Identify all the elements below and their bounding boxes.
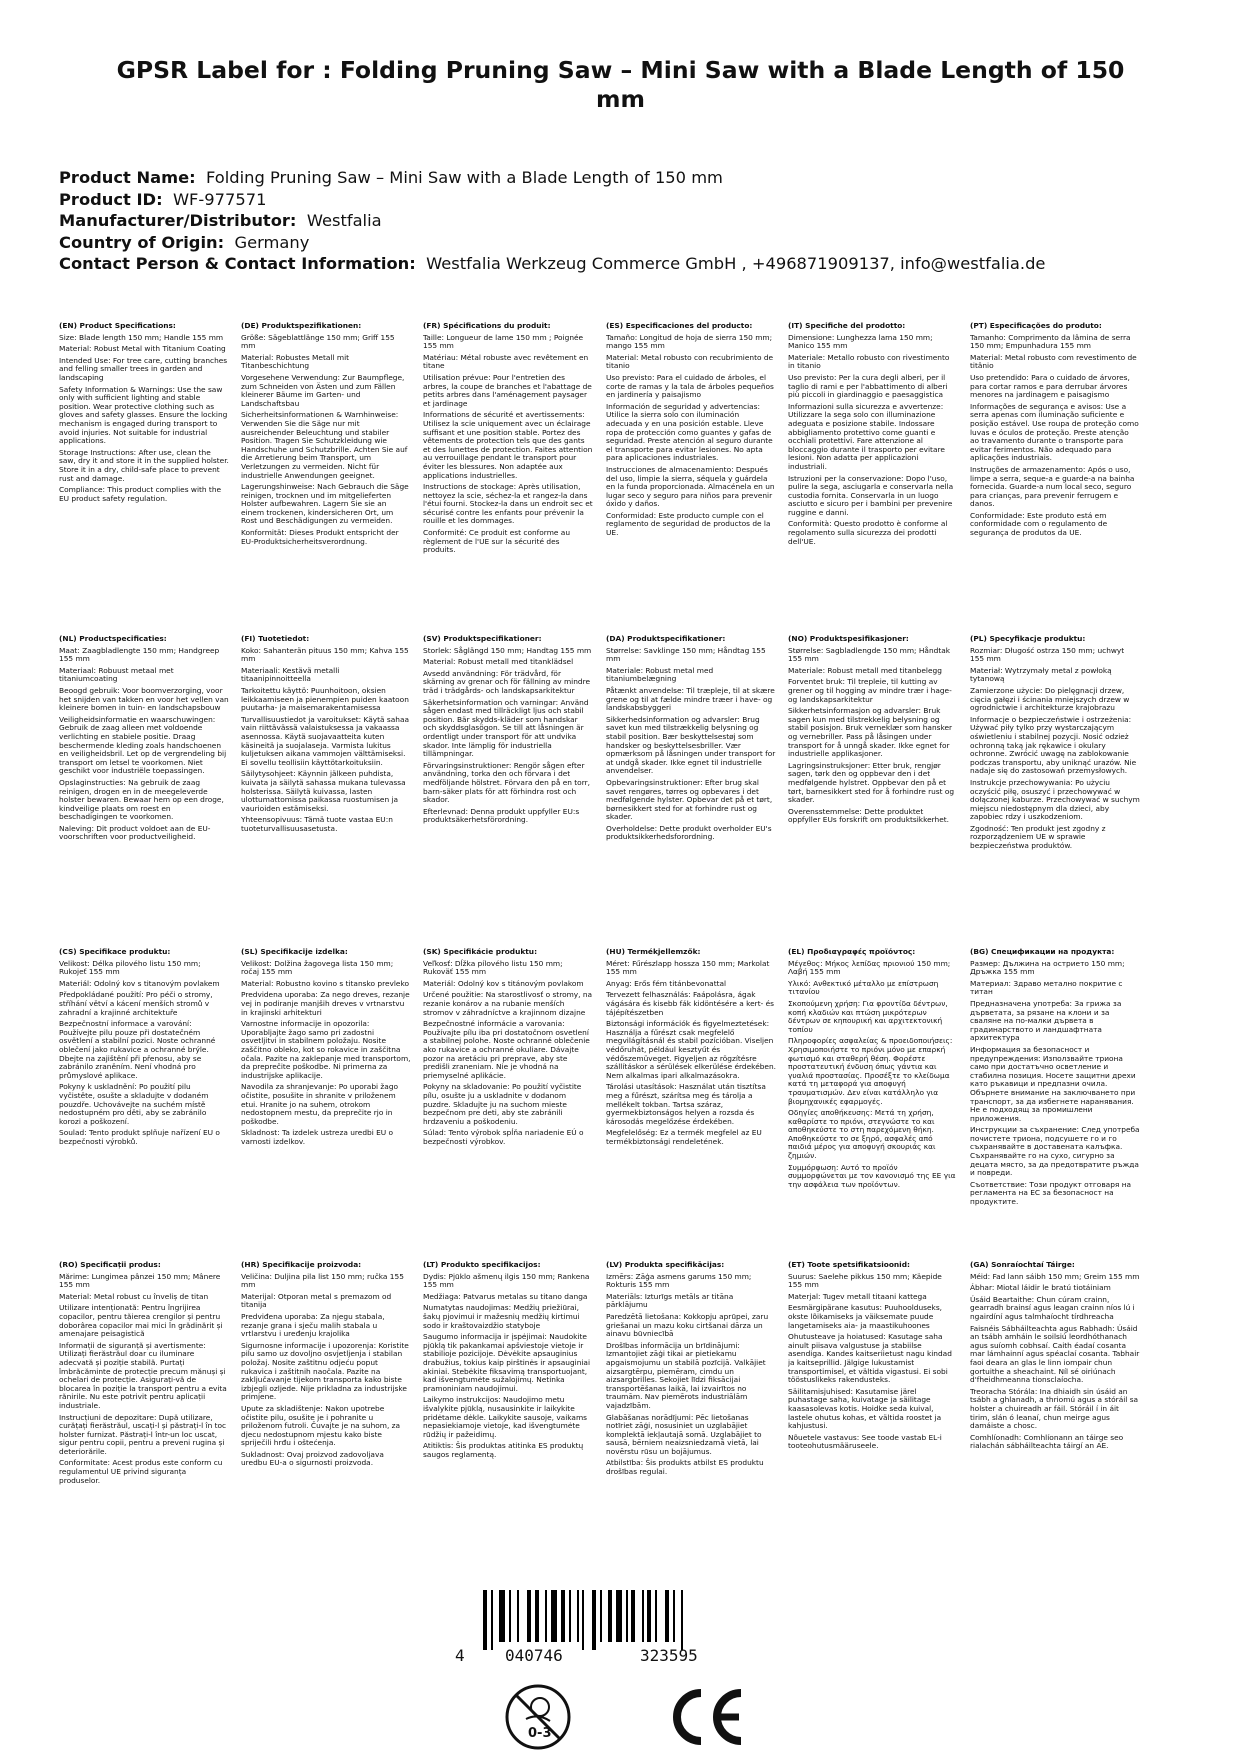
product-id-row <box>59 189 1189 211</box>
section-paragraph: Συμμόρφωση: Αυτό το προϊόν συμμορφώνεται με τον κανονισμό της ΕΕ για την ασφάλεια των προϊόντων. <box>788 1162 956 1189</box>
section-paragraph: Efterlevnad: Denna produkt uppfyller EU:s produktsäkerhetsförordning. <box>423 806 580 825</box>
section-paragraph: Instrucciones de almacenamiento: Después del uso, limpie la sierra, séquela y guárdela en la funda proporcionada. Almacénela en un lugar seco y seguro para niños para prevenir óxido y daños. <box>606 464 775 509</box>
section-heading: (NL) Productspecificaties: <box>59 635 167 643</box>
section-paragraph: Materijal: Otporan metal s premazom od titanija <box>241 1291 392 1310</box>
section-paragraph: Størrelse: Sagbladlengde 150 mm; Håndtak 155 mm <box>788 645 951 664</box>
section-paragraph: Informacje o bezpieczeństwie i ostrzeżenia: Używać piły tylko przy wystarczającym oświetleniu i stabilnej pozycji. Nosić odzież ochronną taką jak rękawice i okulary ochronne. Zwrócić uwagę na zablokowanie podczas transportu, aby uniknąć urazów. Nie nadaje się do zastosowań przemysłowych. <box>970 714 1137 776</box>
section-paragraph: Velikost: Délka pilového listu 150 mm; Rukojeť 155 mm <box>59 958 201 977</box>
section-paragraph: Glabāšanas norādījumi: Pēc lietošanas notīriet zāģi, nosusiniet un uzglabājiet komplektā iekļautajā somā. Uzglabājiet to sausā, bērniem neaizsniedzamā vietā, lai novērstu rūsu un bojājumus. <box>606 1412 762 1456</box>
section-paragraph: Material: Robustes Metall mit Titanbeschichtung <box>241 352 350 371</box>
section-paragraph: Atbilstība: Šis produkts atbilst ES produktu drošības regulai. <box>606 1458 764 1477</box>
section-paragraph: Instrucțiuni de depozitare: După utilizare, curățați fierăstrăul, uscați-l și păstrați-l în toc holster furnizat. Păstrați-l într-un loc uscat, sigur pentru copii, pentru a preveni rugina și deteriorările. <box>59 1412 227 1456</box>
language-section <box>241 1261 411 1471</box>
section-paragraph: Predvidena uporaba: Za nego dreves, rezanje vej in podiranje manjših dreves v vrtnarstvu in krajinski arhitekturi <box>241 990 410 1017</box>
language-section <box>241 635 411 836</box>
section-paragraph: Lagringsinstruksjoner: Etter bruk, rengjør sagen, tørk den og oppbevar den i det medfølgende hylstret. Oppbevar den på et tørt, barnesikkert sted for å forhindre rust og skader. <box>788 760 955 805</box>
section-heading: (EN) Product Specifications: <box>59 322 176 330</box>
section-paragraph: Biztonsági információk és figyelmeztetések: Használja a fűrészt csak megfelelő megvilágításnál és stabil pozícióban. Viseljen védőruhát, például kesztyűt és védőszemüveget. Figyeljen az rögzítésre szállításkor a sérülések elkerülése érdekében. Nem alkalmas ipari alkalmazásokra. <box>606 1019 776 1080</box>
section-paragraph: Tamanho: Comprimento da lâmina de serra 150 mm; Empunhadura 155 mm <box>970 332 1131 351</box>
section-paragraph: Konformität: Dieses Produkt entspricht der EU-Produktsicherheitsverordnung. <box>241 528 399 546</box>
language-section <box>970 1261 1140 1454</box>
section-paragraph: Tamaño: Longitud de hoja de sierra 150 mm; mango 155 mm <box>606 332 773 351</box>
section-heading: (IT) Specifiche del prodotto: <box>788 322 906 330</box>
section-paragraph: Utilizare intenționată: Pentru îngrijirea copacilor, pentru tăierea crengilor și pentru doborârea copacilor mai mici în grădinărit și amenajare peisagistică <box>59 1303 223 1339</box>
product-name: Folding Pruning Saw – Mini Saw with a Blade Length of 150 mm <box>206 168 723 187</box>
section-paragraph: Materiál: Odolný kov s titanovým povlakem <box>59 978 220 988</box>
section-heading: (RO) Specificații produs: <box>59 1261 161 1269</box>
section-paragraph: Méid: Fad lann sáibh 150 mm; Greim 155 mm <box>970 1271 1140 1281</box>
section-paragraph: Conformité: Ce produit est conforme au règlement de l'UE sur la sécurité des produits. <box>423 528 571 555</box>
section-heading: (PT) Especificações do produto: <box>970 322 1102 330</box>
ce-mark-icon <box>667 1685 747 1749</box>
section-paragraph: Uso previsto: Para el cuidado de árboles, el corte de ramas y la tala de árboles pequeños en jardinería y paisajismo <box>606 372 774 400</box>
section-paragraph: Conformitate: Acest produs este conform cu regulamentul UE privind siguranța produselor. <box>59 1458 223 1485</box>
section-paragraph: Soulad: Tento produkt splňuje nařízení EU o bezpečnosti výrobků. <box>59 1128 220 1146</box>
language-section <box>788 635 958 828</box>
section-paragraph: Съответствие: Този продукт отговаря на регламента на ЕС за безопасност на продуктите. <box>970 1179 1132 1207</box>
section-paragraph: Drošības informācija un brīdinājumi: Izmantojiet zāģi tikai ar pietiekamu apgaismojumu un stabilā pozīcijā. Valkājiet aizsargtērpu, piemēram, cimdu un aizsargbrilles. Sekojiet līdzi fiksācijai transportēšanas laikā, lai izvairītos no traumām. Nav piemērots industriālām vajadzībām. <box>606 1340 766 1410</box>
section-paragraph: Förvaringsinstruktioner: Rengör sågen efter användning, torka den och förvara i det medföljande hölstret. Förvara den på en torr, barn-säker plats för att förhindra rost och skador. <box>423 760 590 805</box>
section-paragraph: Předpokládané použití: Pro péči o stromy, stříhání větví a kácení menších stromů v zahradní a krajinné architektuře <box>59 990 213 1017</box>
section-paragraph: Größe: Sägeblattlänge 150 mm; Griff 155 mm <box>241 332 395 351</box>
section-paragraph: Informações de segurança e avisos: Use a serra apenas com iluminação suficiente e posição estável. Use roupa de proteção como luvas e óculos de proteção. Preste atenção ao travamento durante o transporte para evitar ferimentos. Não adequado para aplicações industriais. <box>970 401 1139 463</box>
section-paragraph: Súlad: Tento výrobok spĺňa nariadenie EÚ o bezpečnosti výrobkov. <box>423 1128 584 1146</box>
section-paragraph: Sukladnost: Ovaj proizvod zadovoljava uredbu EU-a o sigurnosti proizvoda. <box>241 1449 384 1468</box>
language-section <box>59 322 229 506</box>
section-paragraph: Sikkerhedsinformation og advarsler: Brug savet kun med tilstrækkelig belysning og stabil position. Bær beskyttelsestøj som handsker og beskyttelsesbriller. Vær opmærksom på låsningen under transport for at undgå skader. Ikke egnet til industrielle anvendelser. <box>606 714 776 776</box>
section-paragraph: Материал: Здраво метално покритие с титан <box>970 978 1123 997</box>
product-id-label: Product ID: <box>59 189 163 209</box>
barcode-bar <box>616 1590 622 1642</box>
section-heading: (ET) Toote spetsifikatsioonid: <box>788 1261 910 1269</box>
section-paragraph: Maat: Zaagbladlengte 150 mm; Handgreep 155 mm <box>59 645 220 664</box>
section-paragraph: Material: Metal robust cu înveliș de titan <box>59 1291 209 1301</box>
language-section <box>423 635 593 828</box>
product-id: WF-977571 <box>172 189 267 209</box>
ean-barcode <box>455 1590 755 1670</box>
section-paragraph: Σκοπούμενη χρήση: Για φροντίδα δέντρων, κοπή κλαδιών και πτώση μικρότερων δέντρων σε κηπουρική και αρχιτεκτονική τοπίου <box>788 998 948 1034</box>
barcode-bar <box>665 1590 669 1642</box>
barcode-bar <box>647 1590 651 1642</box>
section-paragraph: Tervezett felhasználás: Faápolásra, ágak vágására és kisebb fák kidöntésére a kert- és tájépítészetben <box>606 990 775 1017</box>
section-paragraph: Turvallisuustiedot ja varoitukset: Käytä sahaa vain riittävässä valaistuksessa ja vakaassa asennossa. Käytä suojavaatteita kuten käsineitä ja suojalaseja. Varmista lukitus kuljetuksen aikana vammojen välttämiseksi. Ei sovellu teollisiin käyttötarkoituksiin. <box>241 714 410 767</box>
section-paragraph: Eesmärgipärane kasutus: Puuhoolduseks, okste lõikamiseks ja väiksemate puude langetamiseks aia- ja maastikuhoones <box>788 1303 943 1330</box>
language-section <box>788 948 958 1192</box>
section-paragraph: Méret: Fűrészlapp hossza 150 mm; Markolat 155 mm <box>606 958 770 977</box>
section-paragraph: Pokyny na skladovanie: Po použití vyčistite pílu, osušte ju a uskladnite v dodanom puzdre. Skladujte ju na suchom mieste bezpečnom pre deti, aby ste zabránili hrdzaveniu a poškodeniu. <box>423 1082 582 1126</box>
section-paragraph: Tarkoitettu käyttö: Puunhoitoon, oksien leikkaamiseen ja pienempien puiden kaatoon puutarha- ja maisemarakentamisessa <box>241 685 409 713</box>
section-paragraph: Predviđena uporaba: Za njegu stabala, rezanje grana i sječu malih stabala u vrtlarstvu i uređenju krajolika <box>241 1311 385 1339</box>
section-paragraph: Overholdelse: Dette produkt overholder EU's produktsikkerhedsforordning. <box>606 823 772 842</box>
product-name-label: Product Name: <box>59 168 196 187</box>
section-paragraph: Vorgesehene Verwendung: Zur Baumpflege, zum Schneiden von Ästen und zum Fällen kleinerer Bäume im Garten- und Landschaftsbau <box>241 372 405 408</box>
section-paragraph: Zgodność: Ten produkt jest zgodny z rozporządzeniem UE w sprawie bezpieczeństwa produktów. <box>970 823 1106 851</box>
section-heading: (CS) Specifikace produktu: <box>59 948 171 956</box>
section-paragraph: Conformidade: Este produto está em conformidade com o regulamento de segurança de produtos da UE. <box>970 510 1108 538</box>
section-paragraph: Velikost: Dolžina žagovega lista 150 mm; ročaj 155 mm <box>241 958 394 977</box>
section-paragraph: Dimensione: Lunghezza lama 150 mm; Manico 155 mm <box>788 332 933 351</box>
section-paragraph: Yhteensopivuus: Tämä tuote vastaa EU:n tuoteturvallisuusasetusta. <box>241 815 393 833</box>
barcode-bar <box>631 1590 635 1642</box>
barcode-bar <box>642 1590 644 1642</box>
section-paragraph: Materiale: Metallo robusto con rivestimento in titanio <box>788 352 950 371</box>
section-paragraph: Opslaginstructies: Na gebruik de zaag reinigen, drogen en in de meegeleverde holster bewaren. Bewaar hem op een droge, kindveilige plaats om roest en beschadigingen te voorkomen. <box>59 777 224 822</box>
origin: Germany <box>234 232 310 252</box>
section-paragraph: Material: Robust metall med titanklädsel <box>423 657 574 667</box>
section-paragraph: Sicherheitsinformationen & Warnhinweise: Verwenden Sie die Säge nur mit ausreichender Beleuchtung und stabiler Position. Tragen Sie Schutzkleidung wie Handschuhe und Schutzbrille. Achten Sie auf die Arretierung beim Transport, um Verletzungen zu vermeiden. Nicht für industrielle Anwendungen geeignet. <box>241 410 408 480</box>
section-heading: (BG) Спецификации на продукта: <box>970 948 1115 956</box>
section-paragraph: Pokyny k uskladnění: Po použití pilu vyčistěte, osušte a skladujte v dodaném pouzdře. Uchovávejte na suchém místě nedostupném pro děti, aby se zabránilo korozi a poškození. <box>59 1082 209 1126</box>
age-range-text: 0-3 <box>528 1726 552 1741</box>
section-paragraph: Naleving: Dit product voldoet aan de EU-voorschriften voor productveiligheid. <box>59 823 211 842</box>
language-section <box>423 948 593 1149</box>
section-paragraph: Materiale: Robust metal med titaniumbelægning <box>606 665 714 684</box>
section-paragraph: Säkerhetsinformation och varningar: Använd sågen endast med tillräckligt ljus och stabil position. Bär skydds-kläder som handskar och skyddsglasögon. Se till att låsningen är ordentligt under transport för att undvika skador. Inte lämplig för industriella tillämpningar. <box>423 697 589 759</box>
section-paragraph: Beoogd gebruik: Voor boomverzorging, voor het snijden van takken en voor het vellen van kleinere bomen in tuin- en landschapsbouw <box>59 685 229 713</box>
section-paragraph: Paredzētā lietošana: Kokkopju aprūpei, zaru griešanai un mazu koku cirtšanai dārza un ainavu būvniecībā <box>606 1311 769 1339</box>
section-paragraph: Uso pretendido: Para o cuidado de árvores, para cortar ramos e para derrubar árvores menores na jardinagem e paisagismo <box>970 372 1130 400</box>
language-section <box>423 1261 593 1462</box>
section-paragraph: Størrelse: Savklinge 150 mm; Håndtag 155 mm <box>606 645 766 664</box>
section-paragraph: Πληροφορίες ασφαλείας & προειδοποιήσεις: Χρησιμοποιήστε το πριόνι μόνο με επαρκή φωτισμό και σταθερή θέση. Φορέστε προστατευτική ένδυση όπως γάντια και γυαλιά προστασίας. Προσέξτε το κλείδωμα κατά τη μεταφορά για αποφυγή τραυματισμών. Δεν είναι κατάλληλο για βιομηχανικές εφαρμογές. <box>788 1036 953 1106</box>
barcode-bar <box>491 1590 493 1650</box>
section-paragraph: Upute za skladištenje: Nakon upotrebe očistite pilu, osušite je i pohranite u priloženom futroli. Čuvajte je na suhom, za djecu nedostupnom mjestu kako biste spriječili hrđu i oštećenja. <box>241 1403 401 1448</box>
barcode-left-digits: 040746 <box>505 1646 563 1665</box>
section-paragraph: Информация за безопасност и предупреждения: Използвайте трионa само при достатъчно осветление и стабилна позиция. Носете защитни дрехи като ръкавици и предпазни очила. Обърнете внимание на заключването при транспорт, за да избегнете наранявания. Не е подходящ за промишлени приложения. <box>970 1044 1136 1123</box>
section-paragraph: Medžiaga: Patvarus metalas su titano danga <box>423 1291 588 1301</box>
section-paragraph: Размер: Дължина на острието 150 mm; Дръжка 155 mm <box>970 958 1125 977</box>
section-heading: (LT) Produkto specifikacijos: <box>423 1261 541 1269</box>
not-for-children-0-3-icon <box>504 1683 572 1751</box>
section-paragraph: Material: Metal robusto con recubrimiento de titanio <box>606 352 774 371</box>
language-section <box>241 948 411 1149</box>
section-paragraph: Conformidad: Este producto cumple con el reglamento de seguridad de productos de la UE. <box>606 510 771 538</box>
language-section <box>59 635 229 845</box>
section-paragraph: Saugumo informacija ir įspėjimai: Naudokite pjūklą tik pakankamai apšviestoje vietoje ir stabilioje pozicijoje. Dėvėkite apsauginius drabužius, tokius kaip pirštinės ir apsauginiai akiniai. Stebėkite fiksavimą transportuojant, kad išvengtumėte sužalojimų. Netinka pramoniniam naudojimui. <box>423 1332 591 1393</box>
barcode-right-digits: 323595 <box>640 1646 698 1665</box>
manufacturer: Westfalia <box>306 211 382 230</box>
barcode-bar <box>483 1590 487 1650</box>
language-section <box>59 948 229 1149</box>
barcode-bar <box>681 1590 683 1650</box>
barcode-bars <box>483 1590 748 1642</box>
section-heading: (FR) Spécifications du produit: <box>423 322 551 330</box>
section-paragraph: Предназначена употреба: За грижа за дърветата, за рязане на клони и за сваляне на по-малки дървета в градинарството и ландшафтната архитектура <box>970 998 1122 1043</box>
barcode-bar <box>655 1590 657 1642</box>
product-info <box>59 167 1189 275</box>
section-paragraph: Инструкции за съхранение: След употреба почистете триона, подсушете го и го съхранявайте в доставената калъфка. Съхранявайте го на сухо, сигурно за децата място, за да предотвратите ръжда и повреди. <box>970 1125 1140 1178</box>
barcode-bar <box>535 1590 539 1642</box>
section-paragraph: Υλικό: Ανθεκτικό μέταλλο με επίστρωση τιτανίου <box>788 978 939 997</box>
section-paragraph: Compliance: This product complies with the EU product safety regulation. <box>59 485 222 503</box>
section-paragraph: Instrukcje przechowywania: Po użyciu oczyścić piłę, osuszyć i przechowywać w dołączonej kaburze. Przechowywać w suchym miejscu niedostępnym dla dzieci, aby zapobiec rdzy i uszkodzeniom. <box>970 777 1140 822</box>
section-paragraph: Istruzioni per la conservazione: Dopo l'uso, pulire la sega, asciugarla e conservarla nella custodia fornita. Conservarla in un luogo asciutto e sicuro per i bambini per prevenire ruggine e danni. <box>788 473 954 517</box>
language-section <box>606 322 776 541</box>
section-heading: (DA) Produktspecifikationer: <box>606 635 726 643</box>
section-heading: (FI) Tuotetiedot: <box>241 635 310 643</box>
section-paragraph: Skladnost: Ta izdelek ustreza uredbi EU o varnosti izdelkov. <box>241 1128 394 1146</box>
section-paragraph: Materiaali: Kestävä metalli titaanipinnoitteella <box>241 665 340 684</box>
section-paragraph: Megfelelőség: Ez a termék megfelel az EU termékbiztonsági rendeletének. <box>606 1128 762 1146</box>
barcode-bar <box>545 1590 547 1642</box>
section-paragraph: Informații de siguranță și avertismente: Utilizați fierăstrăul doar cu iluminare adecvată și poziție stabilă. Purtați îmbrăcăminte de protecție precum mănuși și ochelari de protecție. Asigurați-vă de blocarea în poziție la transport pentru a evita rănirile. Nu este potrivit pentru aplicații industriale. <box>59 1340 227 1410</box>
section-paragraph: Säilitamisjuhised: Kasutamise järel puhastage saha, kuivatage ja säilitage kaasasolevas kotis. Hoidke seda kuival, lastele ohutus kohas, et vältida roostet ja kahjustusi. <box>788 1386 942 1431</box>
section-paragraph: Materiál: Odolný kov s titánovým povlakom <box>423 978 584 988</box>
section-heading: (HR) Specifikacije proizvoda: <box>241 1261 362 1269</box>
barcode-bar <box>600 1590 602 1642</box>
manufacturer-label: Manufacturer/Distributor: <box>59 211 297 230</box>
barcode-bar <box>577 1590 579 1642</box>
section-paragraph: Laikymo instrukcijos: Naudojimo metu išvalykite pjūklą, nusausinkite ir laikykite pridėtame dėkle. Laikykite sausoje, vaikams nepasiekiamoje vietoje, kad išvengtumėte rūdžių ir pažeidimų. <box>423 1395 587 1439</box>
section-paragraph: Materiaal: Robuust metaal met titaniumcoating <box>59 665 174 684</box>
section-paragraph: Comhlíonadh: Comhlíonann an táirge seo rialachán sábháilteachta táirgí an AE. <box>970 1432 1124 1451</box>
section-heading: (NO) Produktspesifikasjoner: <box>788 635 909 643</box>
section-paragraph: Zamierzone użycie: Do pielęgnacji drzew, cięcia gałęzi i ścinania mniejszych drzew w ogrodnictwie i architekturze krajobrazu <box>970 685 1130 713</box>
page-title: GPSR Label for : Folding Pruning Saw – Mini Saw with a Blade Length of 150 mm <box>116 56 1125 113</box>
section-paragraph: Veľkosť: Dĺžka pílového listu 150 mm; Rukoväť 155 mm <box>423 958 563 977</box>
section-heading: (SL) Specifikacije izdelka: <box>241 948 348 956</box>
section-paragraph: Forventet bruk: Til trepleie, til kutting av grener og til hogging av mindre trær i hage- og landskapsarkitektur <box>788 677 952 704</box>
section-paragraph: Izmērs: Zāģa asmens garums 150 mm; Rokturis 155 mm <box>606 1271 752 1290</box>
section-paragraph: Uso previsto: Per la cura degli alberi, per il taglio di rami e per l'abbattimento di alberi più piccoli in giardinaggio e paesaggistica <box>788 372 948 400</box>
section-paragraph: Materiał: Wytrzymały metal z powłoką tytanową <box>970 665 1112 684</box>
section-paragraph: Påtænkt anvendelse: Til træpleje, til at skære grene og til at fælde mindre træer i have- og landskabsbyggeri <box>606 685 775 713</box>
barcode-bar <box>527 1590 531 1642</box>
section-heading: (ES) Especificaciones del producto: <box>606 322 753 330</box>
section-paragraph: Οδηγίες αποθήκευσης: Μετά τη χρήση, καθαρίστε το πριόνι, στεγνώστε το και αποθηκεύστε το στη παρεχόμενη θήκη. Αποθηκεύστε το σε ξηρό, ασφαλές από παιδιά μέρος για αποφυγή σκουριάς και ζημιών. <box>788 1108 936 1161</box>
barcode-bar <box>551 1590 557 1642</box>
section-paragraph: Materjal: Tugev metall titaani kattega <box>788 1291 927 1301</box>
barcode-bar <box>499 1590 505 1642</box>
section-paragraph: Instructions de stockage: Après utilisation, nettoyez la scie, séchez-la et rangez-la dans l'étui fourni. Stockez-la dans un endroit sec et sécurisé contre les enfants pour prévenir la rouille et les dommages. <box>423 482 593 526</box>
section-paragraph: Storage Instructions: After use, clean the saw, dry it and store it in the supplied holster. Store it in a dry, child-safe place to prevent rust and damage. <box>59 447 229 483</box>
section-paragraph: Navodila za shranjevanje: Po uporabi žago očistite, posušite in shranite v priloženem etui. Hranite jo na suhem, otrokom nedostopnem mestu, da preprečite rjo in poškodbe. <box>241 1082 399 1126</box>
section-heading: (GA) Sonraíochtaí Táirge: <box>970 1261 1075 1269</box>
section-heading: (SV) Produktspecifikationer: <box>423 635 542 643</box>
language-section <box>970 948 1140 1210</box>
barcode-bar <box>608 1590 612 1642</box>
section-heading: (HU) Termékjellemzők: <box>606 948 701 956</box>
section-paragraph: Μέγεθος: Μήκος λεπίδας πριονιού 150 mm; Λαβή 155 mm <box>788 958 951 977</box>
section-paragraph: Sigurnosne informacije i upozorenja: Koristite pilu samo uz dovoljno osvjetljenja i stabilan položaj. Nosite zaštitnu odjeću poput rukavica i zaštitnih naočala. Pazite na zaključavanje tijekom transporta kako biste izbjegli ozljede. Nije prikladna za industrijske primjene. <box>241 1340 409 1402</box>
section-paragraph: Informations de sécurité et avertissements: Utilisez la scie uniquement avec un éclairage suffisant et une position stable. Portez des vêtements de protection tels que des gants et des lunettes de protection. Faites attention au verrouillage pendant le transport pour éviter les blessures. Non adaptée aux applications industrielles. <box>423 410 593 480</box>
section-paragraph: Úsáid Beartaithe: Chun cúram crainn, gearradh brainsí agus leagan crainn níos lú i ngairdíní agus talmhaíocht tírdhreacha <box>970 1294 1135 1321</box>
section-paragraph: Storlek: Såglängd 150 mm; Handtag 155 mm <box>423 645 592 655</box>
language-section <box>241 322 411 549</box>
section-paragraph: Safety Information & Warnings: Use the saw only with sufficient lighting and stable position. Wear protective clothing such as gloves and safety glasses. Ensure the locking mechanism is engaged during transport to avoid injuries. Not suitable for industrial applications. <box>59 384 228 446</box>
section-heading: (SK) Špecifikácie produktu: <box>423 948 538 956</box>
language-section <box>606 635 776 845</box>
section-paragraph: Faisnéis Sábháilteachta agus Rabhadh: Úsáid an tsábh amháin le soilsiú leordhóthanach agus suíomh cobhsaí. Caith éadaí cosanta mar lámhainní agus spéaclaí cosanta. Tabhair faoi deara an glas le linn iompair chun gortuithe a sheachaint. Níl sé oiriúnach d'fheidhmeanna tionsclaíocha. <box>970 1323 1140 1385</box>
section-paragraph: Veiligheidsinformatie en waarschuwingen: Gebruik de zaag alleen met voldoende verlichting en stabiele positie. Draag beschermende kleding zoals handschoenen en veiligheidsbril. Let op de vergrendeling bij transport om letsel te voorkomen. Niet geschikt voor industriële toepassingen. <box>59 714 227 776</box>
section-paragraph: Säilytysohjeet: Käynnin jälkeen puhdista, kuivata ja säilytä sahassa mukana tulevassa holsterissa. Säilytä kuivassa, lasten ulottumattomissa paikassa ruostumisen ja vaurioiden estämiseksi. <box>241 769 406 813</box>
contact-row <box>59 253 1189 275</box>
section-paragraph: Conformità: Questo prodotto è conforme al regolamento sulla sicurezza dei prodotti dell'UE. <box>788 519 948 546</box>
origin-label: Country of Origin: <box>59 232 225 252</box>
section-paragraph: Matériau: Métal robuste avec revêtement en titane <box>423 352 589 371</box>
section-paragraph: Nõuetele vastavus: See toode vastab EL-i tooteohutusmääruseele. <box>788 1432 942 1451</box>
section-paragraph: Instruções de armazenamento: Após o uso, limpe a serra, seque-a e guarde-a na bainha fornecida. Guarde-a num local seco, seguro para crianças, para prevenir ferrugem e danos. <box>970 464 1135 509</box>
section-paragraph: Atitiktis: Šis produktas atitinka ES produktų saugos reglamentą. <box>423 1441 584 1459</box>
section-paragraph: Lagerungshinweise: Nach Gebrauch die Säge reinigen, trocknen und im mitgelieferten Holster aufbewahren. Lagern Sie sie an einem trockenen, kindersicheren Ort, um Rost und Beschädigungen zu vermeiden. <box>241 482 409 526</box>
section-paragraph: Bezpečnostné informácie a varovania: Používajte pílu iba pri dostatočnom osvetlení a stabilnej polohe. Noste ochranné oblečenie ako rukavice a ochranné okuliare. Dávajte pozor na aretáciu pri preprave, aby ste predišli zraneniam. Nie je vhodná na priemyselné aplikácie. <box>423 1019 590 1080</box>
section-paragraph: Bezpečnostní informace a varování: Používejte pilu pouze při dostatečném osvětlení a stabilní pozici. Noste ochranné oblečení jako rukavice a ochranné brýle. Dbejte na zajištění při přenosu, aby se zabránilo zraněním. Není vhodná pro průmyslové aplikace. <box>59 1019 216 1080</box>
product-name-row <box>59 167 1189 189</box>
section-paragraph: Materiale: Robust metall med titanbelegg <box>788 665 942 675</box>
barcode-bar <box>673 1590 675 1642</box>
section-heading: (EL) Προδιαγραφές προϊόντος: <box>788 948 916 956</box>
language-section <box>606 1261 776 1480</box>
section-paragraph: Material: Robustno kovino s titansko prevleko <box>241 978 410 988</box>
section-paragraph: Veličina: Duljina pila list 150 mm; ručka 155 mm <box>241 1271 404 1290</box>
barcode-bar <box>561 1590 565 1642</box>
section-paragraph: Size: Blade length 150 mm; Handle 155 mm <box>59 332 224 342</box>
section-paragraph: Mărime: Lungimea pânzei 150 mm; Mânere 155 mm <box>59 1271 221 1290</box>
section-paragraph: Overensstemmelse: Dette produktet oppfyller EUs forskrift om produktsikkerhet. <box>788 806 950 825</box>
section-paragraph: Koko: Sahanterän pituus 150 mm; Kahva 155 mm <box>241 645 409 664</box>
barcode-bar <box>582 1590 584 1650</box>
language-section <box>606 948 776 1149</box>
section-paragraph: Dydis: Pjūklo ašmenų ilgis 150 mm; Rankena 155 mm <box>423 1271 590 1290</box>
origin-row <box>59 232 1189 254</box>
section-paragraph: Informazioni sulla sicurezza e avvertenze: Utilizzare la sega solo con illuminazione adeguata e posizione stabile. Indossare abbigliamento protettivo come guanti e occhiali protettivi. Fare attenzione al bloccaggio durante il trasporto per evitare lesioni. Non adatta per applicazioni industriali. <box>788 401 945 471</box>
barcode-bar <box>509 1590 511 1642</box>
language-section <box>788 322 958 549</box>
section-paragraph: Anyag: Erős fém titánbevonattal <box>606 978 727 988</box>
section-paragraph: Tárolási utasítások: Használat után tisztítsa meg a fűrészt, szárítsa meg és tárolja a mellékelt tokban. Tartsa száraz, gyermekbiztonságos helyen a rozsda és károsodás megelőzése érdekében. <box>606 1082 766 1126</box>
section-paragraph: Numatytas naudojimas: Medžių priežiūrai, šakų pjovimui ir mažesnių medžių kirtimui sodo ir kraštovaizdžio statyboje <box>423 1303 580 1330</box>
section-paragraph: Rozmiar: Długość ostrza 150 mm; uchwyt 155 mm <box>970 645 1125 664</box>
section-paragraph: Taille: Longueur de lame 150 mm ; Poignée 155 mm <box>423 332 584 351</box>
section-paragraph: Utilisation prévue: Pour l'entretien des arbres, la coupe de branches et l'abattage de petits arbres dans l'aménagement paysager et jardinage <box>423 372 592 408</box>
language-section <box>970 322 1140 541</box>
section-paragraph: Materiāls: Izturīgs metāls ar titāna pārklājumu <box>606 1291 734 1310</box>
language-section <box>59 1261 229 1488</box>
section-paragraph: Intended Use: For tree care, cutting branches and felling smaller trees in garden and landscaping <box>59 355 228 382</box>
section-paragraph: Určené použitie: Na starostlivosť o stromy, na rezanie konárov a na rubanie menších stromov v záhradníctve a krajinnom dizajne <box>423 990 593 1017</box>
section-paragraph: Treoracha Stórála: Ina dhiaidh sin úsáid an tsábh a ghlanadh, a thriomú agus a stóráil sa holster a chuireadh ar fáil. Stóráil í in áit tirim, slán ó leanaí, chun meirge agus damáiste a chosc. <box>970 1386 1139 1431</box>
barcode-bar <box>592 1590 596 1650</box>
section-paragraph: Ábhar: Miotal láidir le bratú tiotáiniam <box>970 1283 1111 1293</box>
section-paragraph: Varnostne informacije in opozorila: Uporabljajte žago samo pri zadostni osvetljitvi in stabilnem položaju. Nosite zaščitno obleko, kot so rokavice in zaščitna očala. Pazite na zaklepanje med transportom, da preprečite poškodbe. Ni primerna za industrijske aplikacije. <box>241 1019 411 1080</box>
section-heading: (LV) Produkta specifikācijas: <box>606 1261 725 1269</box>
barcode-bar <box>517 1590 519 1642</box>
section-paragraph: Opbevaringsinstruktioner: Efter brug skal savet rengøres, tørres og opbevares i det medfølgende hylster. Opbevar det på et tørt, børnesikkert sted for at forhindre rust og skader. <box>606 777 773 822</box>
section-heading: (PL) Specyfikacje produktu: <box>970 635 1086 643</box>
section-paragraph: Ohutusteave ja hoiatused: Kasutage saha ainult piisava valgustuse ja stabiilse asendiga. Kandes kaitseriietust nagu kindad ja kaitseprillid. Jälgige lukustamist transportimisel, et vältida vigastusi. Ei sobi tööstuslikeks rakendusteks. <box>788 1332 952 1385</box>
contact-label: Contact Person & Contact Information: <box>59 254 416 273</box>
section-paragraph: Avsedd användning: För trädvård, för skärning av grenar och för fällning av mindre träd i trädgårds- och landskapsarkitektur <box>423 668 590 695</box>
section-paragraph: Suurus: Saelehe pikkus 150 mm; Käepide 155 mm <box>788 1271 942 1290</box>
section-paragraph: Información de seguridad y advertencias: Utilice la sierra solo con iluminación adecuada y en una posición estable. Lleve ropa de protección como guantes y gafas de seguridad. Preste atención al seguro durante el transporte para evitar lesiones. No apta para aplicaciones industriales. <box>606 401 773 463</box>
section-heading: (DE) Produktspezifikationen: <box>241 322 362 330</box>
manufacturer-row <box>59 210 1189 232</box>
section-paragraph: Material: Robust Metal with Titanium Coating <box>59 344 226 354</box>
barcode-bar <box>569 1590 571 1642</box>
language-section <box>788 1261 958 1454</box>
contact: Westfalia Werkzeug Commerce GmbH , +496871909137, info@westfalia.de <box>426 254 1046 273</box>
language-section <box>970 635 1140 854</box>
section-paragraph: Material: Metal robusto com revestimento de titânio <box>970 352 1137 371</box>
language-section <box>423 322 593 558</box>
barcode-first-digit: 4 <box>455 1646 465 1665</box>
barcode-bar <box>626 1590 628 1642</box>
section-paragraph: Sikkerhetsinformasjon og advarsler: Bruk sagen kun med tilstrekkelig belysning og stabil posisjon. Bruk verneklær som hansker og vernebriller. Pass på låsingen under transport for å unngå skader. Ikke egnet for industrielle applikasjoner. <box>788 706 953 759</box>
